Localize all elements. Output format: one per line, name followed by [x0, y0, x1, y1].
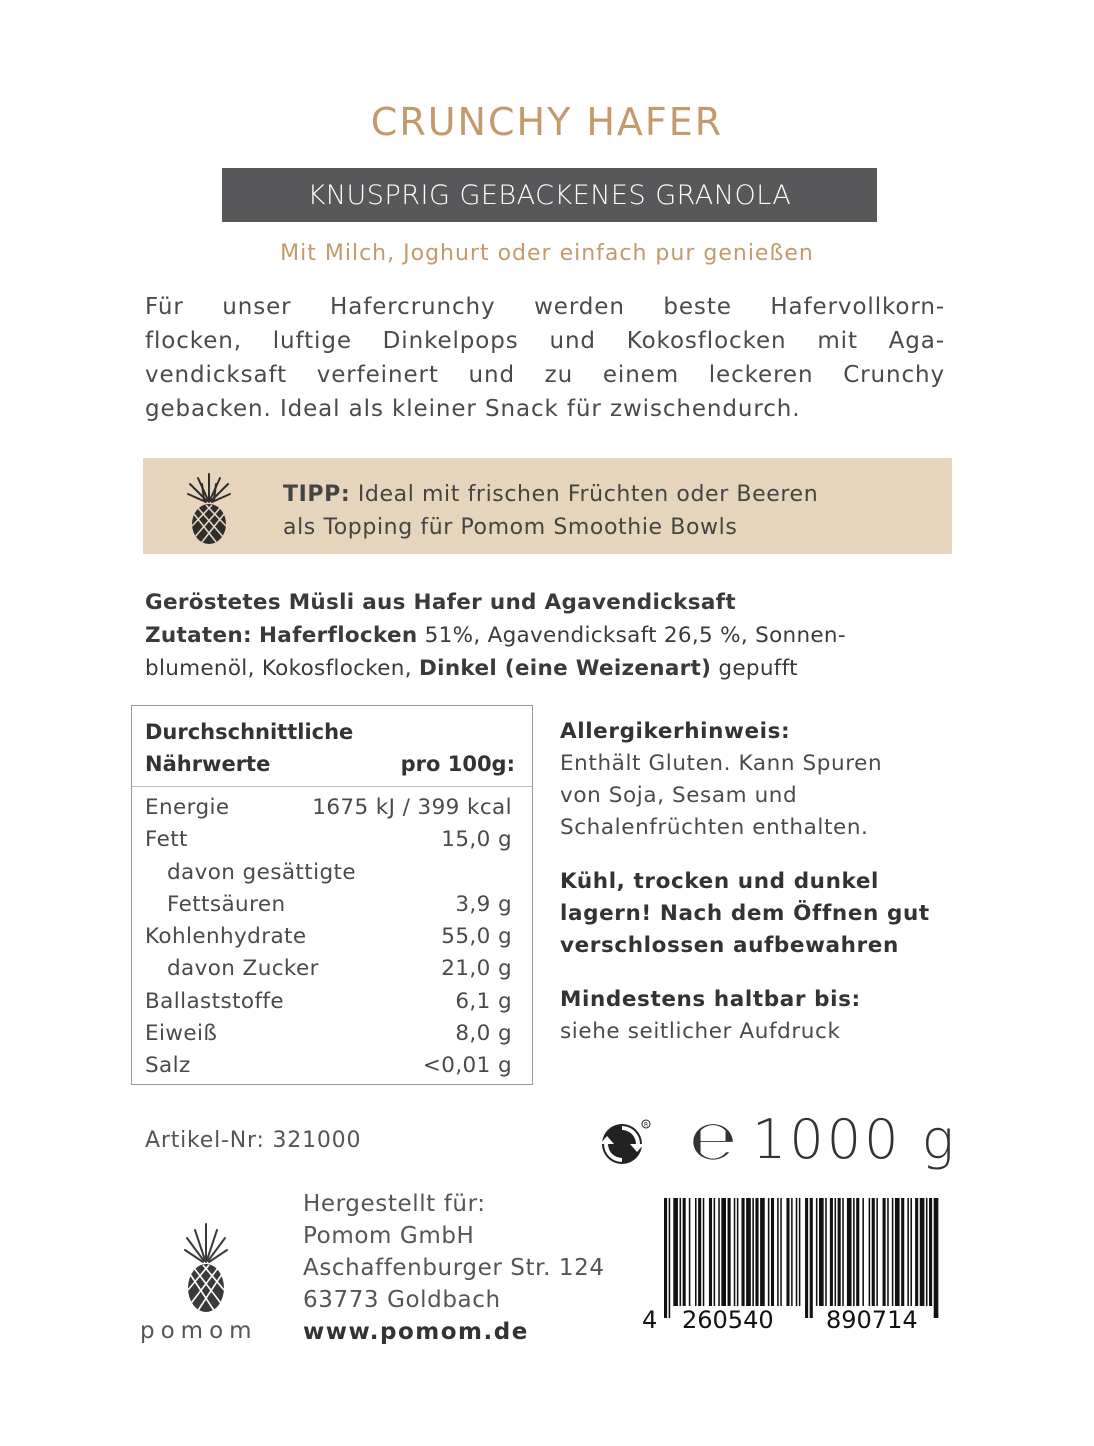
best-before-text: siehe seitlicher Aufdruck: [560, 1019, 841, 1044]
ingredients-text: 51%, Agavendicksaft 26,5 %, Sonnen-: [424, 623, 846, 648]
nutrition-divider: [132, 786, 532, 787]
nutrition-value: 3,9 g: [455, 891, 512, 917]
best-before-heading: Mindestens haltbar bis:: [560, 987, 861, 1012]
barcode-bar: [709, 1198, 712, 1306]
nutrition-row: [145, 986, 512, 1018]
barcode-bar: [805, 1198, 808, 1318]
barcode-bar: [816, 1198, 818, 1306]
estimated-sign: ℮: [690, 1109, 737, 1172]
nutrition-label: Kohlenhydrate: [145, 924, 307, 950]
allergy-heading: Allergikerhinweis:: [560, 719, 791, 744]
product-subtitle: KNUSPRIG GEBACKENES GRANOLA: [222, 168, 877, 222]
description-line: Für unser Hafercrunchy werden beste Hafervollkorn-: [145, 294, 945, 320]
barcode-bar: [869, 1198, 871, 1306]
ingredients: [145, 586, 945, 685]
barcode-bar: [669, 1198, 671, 1318]
barcode-bar: [892, 1198, 894, 1306]
barcode-bar: [673, 1198, 678, 1306]
website-link[interactable]: www.pomom.de: [303, 1319, 529, 1345]
barcode-bar: [737, 1198, 739, 1306]
tip-line: Ideal mit frischen Früchten oder Beeren: [357, 482, 819, 507]
nutrition-row: [145, 1018, 512, 1050]
barcode-digits-left: 260540: [682, 1306, 774, 1334]
tip-line: als Topping für Pomom Smoothie Bowls: [283, 515, 738, 540]
barcode-bar: [907, 1198, 909, 1306]
barcode-bar: [742, 1198, 745, 1306]
barcode-bar: [760, 1198, 765, 1306]
barcode-bar: [799, 1198, 801, 1306]
barcode-digits-right: 890714: [826, 1306, 918, 1334]
nutrition-row: [145, 792, 512, 824]
article-number: Artikel-Nr: 321000: [145, 1128, 362, 1153]
description-line: gebacken. Ideal als kleiner Snack für zwischendurch.: [145, 396, 801, 422]
nutrition-value: 1675 kJ / 399 kcal: [312, 795, 512, 820]
product-title: CRUNCHY HAFER: [370, 100, 724, 144]
barcode-bar: [771, 1198, 774, 1306]
barcode-bar: [929, 1198, 932, 1306]
tagline: Mit Milch, Joghurt oder einfach pur genießen: [280, 241, 814, 266]
barcode-bar: [847, 1198, 852, 1306]
barcode-bar: [910, 1198, 912, 1306]
barcode-bar: [862, 1198, 864, 1306]
barcode-bar: [796, 1198, 798, 1306]
nutrition-label: Eiweiß: [145, 1021, 218, 1047]
barcode-bar: [695, 1198, 697, 1306]
barcode-number: [640, 1306, 950, 1336]
net-weight: 1000 g: [752, 1108, 957, 1171]
svg-text:R: R: [644, 1121, 649, 1129]
tip-label: TIPP:: [283, 482, 351, 507]
barcode-bar: [926, 1198, 928, 1306]
barcode-bar: [842, 1198, 844, 1306]
barcode-bar: [777, 1198, 779, 1306]
nutrition-row: [145, 824, 512, 856]
ingredients-heading: Geröstetes Müsli aus Hafer und Agavendicksaft: [145, 590, 736, 615]
allergy-line: von Soja, Sesam und: [560, 783, 798, 808]
barcode-bar: [664, 1198, 667, 1318]
pomom-logo-pineapple-icon: [183, 1222, 229, 1314]
ingredients-text: gepufft: [718, 656, 798, 681]
tip-text: [283, 478, 818, 544]
description-line: vendicksaft verfeinert und zu einem leckeren Crunchy: [145, 362, 945, 388]
barcode-bar: [752, 1198, 754, 1306]
barcode-bar: [683, 1198, 686, 1306]
barcode-bar: [780, 1198, 782, 1306]
manufacturer-line: Aschaffenburger Str. 124: [303, 1255, 605, 1281]
barcode-bar: [734, 1198, 736, 1306]
barcode-bar: [835, 1198, 837, 1306]
nutrition-label: Ballaststoffe: [145, 988, 285, 1014]
nutrition-label: Fettsäuren: [167, 891, 286, 917]
ingredient-haferflocken: Haferflocken: [259, 623, 418, 648]
nutrition-label: Fett: [145, 827, 188, 853]
allergy-notice: [560, 716, 960, 844]
manufacturer-info: [303, 1188, 605, 1348]
pomom-logo-text: pomom: [140, 1318, 258, 1344]
nutrition-value: 8,0 g: [455, 1021, 512, 1047]
barcode-bar: [830, 1198, 833, 1306]
ingredient-dinkel: Dinkel (eine Weizenart): [419, 656, 712, 681]
nutrition-row: [145, 921, 512, 953]
manufacturer-line: Pomom GmbH: [303, 1223, 475, 1249]
barcode-bar: [755, 1198, 758, 1306]
allergy-line: Schalenfrüchten enthalten.: [560, 815, 869, 840]
barcode-bar: [728, 1198, 731, 1306]
barcode-bar: [680, 1198, 682, 1306]
storage-line: Kühl, trocken und dunkel: [560, 869, 879, 894]
barcode-bar: [689, 1198, 691, 1306]
barcode-bar: [791, 1198, 793, 1306]
ean-barcode: [640, 1198, 950, 1318]
barcode-bar: [810, 1198, 813, 1318]
manufacturer-line: Hergestellt für:: [303, 1191, 486, 1217]
barcode-bar: [920, 1198, 925, 1306]
barcode-bar: [768, 1198, 770, 1306]
nutrition-per-label: pro 100g:: [400, 752, 515, 776]
allergy-line: Enthält Gluten. Kann Spuren: [560, 751, 883, 776]
barcode-bar: [876, 1198, 878, 1306]
barcode-bar: [838, 1198, 841, 1306]
best-before: [560, 984, 960, 1048]
pineapple-icon: [186, 470, 232, 546]
nutrition-header-line: Durchschnittliche: [145, 720, 354, 744]
storage-line: verschlossen aufbewahren: [560, 933, 899, 958]
nutrition-value: 55,0 g: [441, 924, 512, 950]
barcode-bar: [883, 1198, 886, 1306]
description-line: flocken, luftige Dinkelpops und Kokosflocken mit Aga-: [145, 328, 945, 354]
nutrition-row: [145, 889, 512, 921]
storage-notice: [560, 866, 960, 962]
barcode-bar: [856, 1198, 859, 1306]
nutrition-label: davon Zucker: [167, 956, 319, 982]
nutrition-header-line: Nährwerte: [145, 752, 271, 776]
nutrition-label: Energie: [145, 795, 230, 820]
barcode-bar: [895, 1198, 900, 1306]
product-description: [145, 290, 945, 426]
nutrition-value: 6,1 g: [455, 988, 512, 1014]
barcode-bar: [872, 1198, 875, 1306]
barcode-bar: [901, 1198, 904, 1306]
barcode-bar: [698, 1198, 701, 1306]
zutaten-label: Zutaten:: [145, 623, 252, 648]
nutrition-value: <0,01 g: [422, 1053, 512, 1079]
nutrition-row: [145, 953, 512, 985]
ingredients-text: blumenöl, Kokosflocken,: [145, 656, 412, 681]
barcode-bar: [887, 1198, 889, 1306]
nutrition-row: [145, 857, 512, 889]
nutrition-label: Salz: [145, 1053, 191, 1079]
barcode-bar: [786, 1198, 789, 1306]
storage-line: lagern! Nach dem Öffnen gut: [560, 901, 930, 926]
nutrition-header: [145, 716, 515, 780]
nutrition-row: [145, 1050, 512, 1082]
barcode-bar: [718, 1198, 720, 1306]
barcode-bar: [825, 1198, 827, 1306]
nutrition-table: [145, 792, 512, 1083]
manufacturer-line: 63773 Goldbach: [303, 1287, 501, 1313]
green-dot-recycling-icon: [600, 1118, 652, 1166]
barcode-bar: [915, 1198, 918, 1306]
nutrition-label: davon gesättigte: [167, 859, 356, 885]
barcode-bar: [934, 1198, 939, 1318]
nutrition-value: 21,0 g: [441, 956, 512, 982]
barcode-digit-prefix: 4: [642, 1306, 658, 1334]
barcode-bar: [853, 1198, 855, 1306]
info-column: [560, 716, 960, 1070]
barcode-bar: [819, 1198, 824, 1306]
nutrition-value: 15,0 g: [441, 827, 512, 853]
barcode-bar: [746, 1198, 751, 1306]
barcode-bar: [721, 1198, 726, 1306]
barcode-bar: [714, 1198, 716, 1306]
barcode-bar: [703, 1198, 705, 1306]
